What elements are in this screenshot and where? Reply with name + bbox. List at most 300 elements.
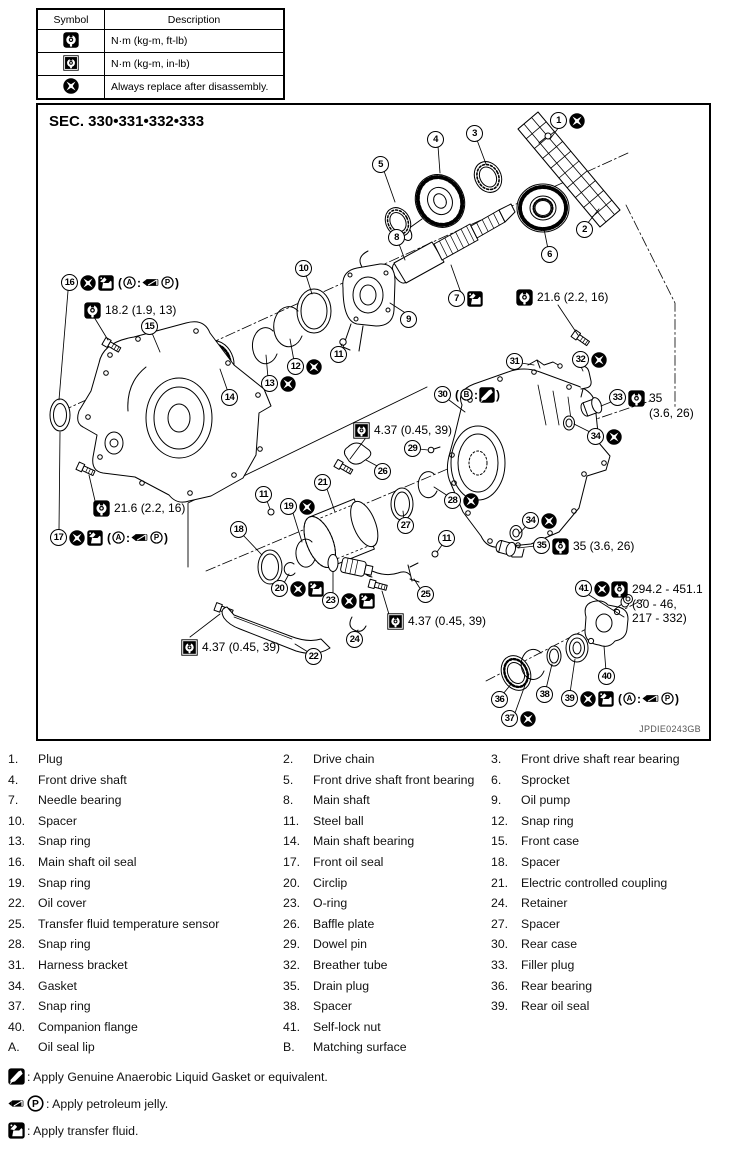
parts-list-item: [0, 1020, 283, 1041]
part-name: Gasket: [38, 978, 77, 993]
svg-text:P: P: [32, 1098, 39, 1110]
parts-list-item: [0, 896, 283, 917]
callout-12: [287, 358, 322, 375]
part-number: 36.: [491, 978, 509, 993]
torque-ftlb-icon: [611, 581, 628, 598]
part-name: Baffle plate: [313, 916, 375, 931]
paren-open: (: [455, 387, 459, 402]
torque-value: [649, 390, 694, 420]
svg-text:A: A: [115, 533, 122, 543]
part-number: 39.: [491, 999, 509, 1014]
callout-31: [506, 353, 523, 370]
callout-number: 4: [427, 131, 444, 148]
callout-41: [575, 580, 610, 597]
callout-number: 34: [587, 428, 604, 445]
transfer-fluid-icon: [8, 1122, 25, 1139]
replace-icon: [594, 581, 610, 597]
torque-label: [353, 422, 452, 439]
part-name: Spacer: [521, 854, 560, 869]
legend-header-description: Description: [105, 9, 285, 30]
torque-label: [516, 289, 608, 306]
parts-list-item: [0, 917, 283, 938]
transfer-fluid-icon: [598, 691, 614, 707]
parts-list-item: [0, 1040, 283, 1061]
callout-number: 11: [255, 486, 272, 503]
callout-number: 18: [230, 521, 247, 538]
replace-icon: [606, 429, 622, 445]
part-number: 15.: [491, 834, 509, 849]
apply-reference: [107, 531, 168, 545]
part-name: O-ring: [313, 896, 348, 911]
torque-inlb-icon: [181, 639, 198, 656]
callout-number: 15: [141, 318, 158, 335]
callout-27: [397, 517, 414, 534]
torque-label: [628, 390, 694, 420]
part-number: 26.: [283, 916, 301, 931]
part-name: Companion flange: [38, 1019, 138, 1034]
part-name: Front drive shaft rear bearing: [521, 752, 680, 766]
torque-value: [573, 538, 634, 554]
callout-18: [230, 521, 247, 538]
callout-number: 31: [506, 353, 523, 370]
torque-value-line: 4.37 (0.45, 39): [408, 614, 487, 628]
figure-code: JPDIE0243GB: [639, 724, 701, 734]
parts-list-item: [491, 1020, 737, 1041]
part-name: Retainer: [521, 896, 568, 911]
part-number: 22.: [8, 896, 26, 911]
parts-list-item: [283, 834, 491, 855]
a-circle-icon: [623, 692, 636, 705]
callout-number: 25: [417, 586, 434, 603]
replace-icon: [299, 499, 315, 515]
part-number: 8.: [283, 793, 294, 808]
svg-text:A: A: [126, 278, 133, 288]
part-name: Steel ball: [313, 813, 364, 828]
torque-ftlb-icon: [628, 390, 645, 407]
paren-open: (: [118, 275, 122, 290]
callout-number: 24: [346, 631, 363, 648]
callout-7: [448, 290, 483, 307]
part-number: 35.: [283, 978, 301, 993]
part-name: Drain plug: [313, 978, 370, 993]
part-number: 12.: [491, 813, 509, 828]
part-name: Spacer: [521, 916, 560, 931]
svg-text:P: P: [153, 533, 160, 543]
parts-list-item: [283, 896, 491, 917]
callout-37: [501, 710, 536, 727]
callout-number: 27: [397, 517, 414, 534]
parts-list-item: [491, 814, 737, 835]
part-number: 25.: [8, 916, 26, 931]
part-number: 16.: [8, 854, 26, 869]
torque-value-line: 35 (3.6, 26): [573, 539, 635, 553]
callout-number: 22: [305, 648, 322, 665]
paren-close: ): [496, 387, 500, 402]
paren-close: ): [164, 530, 168, 545]
parts-list-item: [0, 855, 283, 876]
grease-icon: [642, 694, 660, 703]
part-name: Circlip: [313, 875, 348, 890]
callout-number: 28: [444, 492, 461, 509]
part-name: Harness bracket: [38, 957, 128, 972]
torque-value-line: 217 - 332): [632, 611, 687, 625]
parts-list-item: [491, 896, 737, 917]
parts-list-item: [0, 876, 283, 897]
callout-number: 20: [271, 580, 288, 597]
callout-5: [372, 156, 389, 173]
parts-list-item: [0, 773, 283, 794]
callout-number: 2: [576, 221, 593, 238]
replace-icon: [569, 113, 585, 129]
part-number: 37.: [8, 999, 26, 1014]
torque-value: [537, 289, 608, 305]
callout-number: 30: [434, 386, 451, 403]
replace-icon: [541, 513, 557, 529]
torque-value: [408, 613, 486, 629]
callout-38: [536, 686, 553, 703]
part-number: 32.: [283, 957, 301, 972]
part-name: Oil cover: [38, 896, 87, 911]
torque-ftlb-icon: [552, 538, 569, 555]
transfer-fluid-icon: [87, 530, 103, 546]
parts-list-item: [0, 814, 283, 835]
callout-28: [444, 492, 479, 509]
parts-list-item: [283, 958, 491, 979]
parts-list-item: [283, 793, 491, 814]
section-title: SEC. 330•331•332•333: [49, 113, 205, 130]
part-number: 33.: [491, 957, 509, 972]
parts-list-item: [491, 937, 737, 958]
callout-32: [572, 351, 607, 368]
part-number: 18.: [491, 854, 509, 869]
callout-21: [314, 474, 331, 491]
callout-23: [322, 592, 375, 609]
paren-close: ): [675, 691, 679, 706]
part-name: Oil seal lip: [38, 1040, 95, 1055]
a-circle-icon: [123, 276, 136, 289]
part-number: 27.: [491, 916, 509, 931]
part-name: Spacer: [313, 999, 352, 1014]
part-number: 23.: [283, 896, 301, 911]
callout-8: [388, 229, 405, 246]
callout-number: 14: [221, 389, 238, 406]
part-name: Front drive shaft: [38, 772, 127, 787]
part-number: 20.: [283, 875, 301, 890]
p-circle-icon: [27, 1095, 44, 1112]
callout-11: [438, 530, 455, 547]
part-number: 5.: [283, 772, 294, 787]
note-line: [8, 1095, 328, 1112]
transfer-fluid-icon: [467, 291, 483, 307]
torque-value-line: (30 - 46,: [632, 596, 677, 611]
legend-description: Always replace after disassembly.: [105, 76, 285, 100]
callout-number: 37: [501, 710, 518, 727]
part-name: Transfer fluid temperature sensor: [38, 916, 220, 931]
part-number: 24.: [491, 896, 509, 911]
parts-list: [0, 752, 737, 1061]
part-name: Main shaft: [313, 793, 370, 808]
part-name: Dowel pin: [313, 937, 367, 952]
torque-value-line: 21.6 (2.2, 16): [537, 290, 609, 304]
callout-number: 36: [491, 691, 508, 708]
a-circle-icon: [112, 531, 125, 544]
part-name: Matching surface: [313, 1040, 407, 1055]
part-number: 3.: [491, 752, 502, 766]
callout-number: 40: [598, 668, 615, 685]
replace-icon: [580, 691, 596, 707]
part-name: Sprocket: [521, 772, 570, 787]
callout-number: 11: [438, 530, 455, 547]
colon: :: [474, 387, 478, 402]
torque-value-line: 294.2 - 451.1: [632, 582, 703, 596]
callout-25: [417, 586, 434, 603]
callout-35: [533, 537, 550, 554]
torque-label: [84, 302, 176, 319]
part-number: 34.: [8, 978, 26, 993]
p-circle-icon: [150, 531, 163, 544]
callout-17: [50, 529, 168, 546]
part-number: 31.: [8, 957, 26, 972]
callout-number: 39: [561, 690, 578, 707]
svg-text:P: P: [664, 694, 671, 704]
part-name: Front case: [521, 834, 580, 849]
svg-text:B: B: [463, 390, 470, 400]
parts-list-item: [0, 958, 283, 979]
legend-row: [37, 30, 284, 53]
callout-overlay: [38, 105, 709, 739]
callout-number: 29: [404, 440, 421, 457]
callout-16: [61, 274, 179, 291]
torque-label: [611, 581, 703, 626]
callout-number: 41: [575, 580, 592, 597]
parts-list-item: [0, 834, 283, 855]
liquid-gasket-icon: [479, 387, 495, 403]
part-number: 10.: [8, 813, 26, 828]
parts-list-item: [0, 793, 283, 814]
callout-36: [491, 691, 508, 708]
legend-description: N·m (kg-m, ft-lb): [105, 30, 285, 53]
part-number: 9.: [491, 793, 502, 808]
callout-3: [466, 125, 483, 142]
parts-list-item: [0, 752, 283, 773]
apply-reference: [455, 387, 500, 403]
callout-number: 6: [541, 246, 558, 263]
colon: :: [637, 691, 641, 706]
replace-icon: [341, 593, 357, 609]
part-name: Snap ring: [521, 813, 574, 828]
legend-header-symbol: Symbol: [37, 9, 105, 30]
part-number: 29.: [283, 937, 301, 952]
callout-number: 16: [61, 274, 78, 291]
note-line: [8, 1068, 328, 1085]
part-number: 4.: [8, 772, 19, 787]
torque-value-line: 21.6 (2.2, 16): [114, 501, 186, 515]
callout-30: [434, 386, 500, 403]
torque-inlb-icon: [387, 613, 404, 630]
callout-26: [374, 463, 391, 480]
callout-number: 23: [322, 592, 339, 609]
transfer-fluid-icon: [98, 275, 114, 291]
callout-4: [427, 131, 444, 148]
callout-14: [221, 389, 238, 406]
parts-list-item: [491, 958, 737, 979]
parts-list-item: [283, 855, 491, 876]
callout-number: 26: [374, 463, 391, 480]
part-name: Snap ring: [38, 999, 91, 1014]
callout-13: [261, 375, 296, 392]
liquid-gasket-icon: [8, 1068, 25, 1085]
part-name: Snap ring: [38, 834, 91, 849]
part-name: Oil pump: [521, 793, 571, 808]
callout-number: 33: [609, 389, 626, 406]
parts-list-item: [491, 793, 737, 814]
torque-value: [632, 581, 703, 626]
callout-24: [346, 631, 363, 648]
part-number: A.: [8, 1040, 20, 1055]
callout-11: [255, 486, 272, 503]
parts-list-item: [283, 876, 491, 897]
part-number: 17.: [283, 854, 301, 869]
parts-list-item: [283, 752, 491, 773]
p-circle-icon: [161, 276, 174, 289]
part-number: 2.: [283, 752, 294, 766]
part-name: Rear bearing: [521, 978, 593, 993]
callout-11: [330, 346, 347, 363]
note-line: [8, 1122, 328, 1139]
torque-value-line: 18.2 (1.9, 13): [105, 303, 177, 317]
parts-list-item: [491, 917, 737, 938]
part-name: Rear oil seal: [521, 999, 590, 1014]
parts-list-item: [283, 814, 491, 835]
part-name: Main shaft bearing: [313, 834, 415, 849]
callout-number: 12: [287, 358, 304, 375]
callout-29: [404, 440, 421, 457]
callout-number: 17: [50, 529, 67, 546]
replace-icon: [306, 359, 322, 375]
torque-label: [387, 613, 486, 630]
note-text: : Apply transfer fluid.: [27, 1123, 139, 1138]
replace-icon: [591, 352, 607, 368]
part-name: Plug: [38, 752, 63, 766]
footnotes: [8, 1068, 328, 1139]
part-number: 40.: [8, 1019, 26, 1034]
parts-list-item: [0, 999, 283, 1020]
callout-2: [576, 221, 593, 238]
colon: :: [137, 275, 141, 290]
callout-number: 9: [400, 311, 417, 328]
part-number: B.: [283, 1040, 295, 1055]
callout-number: 21: [314, 474, 331, 491]
replace-icon: [280, 376, 296, 392]
callout-number: 10: [295, 260, 312, 277]
torque-label: [93, 500, 185, 517]
parts-list-item: [491, 979, 737, 1000]
replace-icon: [463, 493, 479, 509]
part-number: 11.: [283, 813, 300, 828]
paren-close: ): [175, 275, 179, 290]
b-circle-icon: [460, 388, 473, 401]
part-name: Filler plug: [521, 957, 575, 972]
part-number: 7.: [8, 793, 19, 808]
part-name: Snap ring: [38, 937, 91, 952]
callout-number: 13: [261, 375, 278, 392]
callout-number: 35: [533, 537, 550, 554]
part-number: 1.: [8, 752, 19, 766]
torque-value: [374, 422, 452, 438]
part-name: Drive chain: [313, 752, 375, 766]
callout-10: [295, 260, 312, 277]
part-name: Electric controlled coupling: [521, 875, 668, 890]
torque-value-line: 4.37 (0.45, 39): [202, 640, 281, 654]
parts-list-item: [283, 999, 491, 1020]
transfer-fluid-icon: [359, 593, 375, 609]
part-number: 21.: [491, 875, 509, 890]
svg-text:P: P: [164, 278, 171, 288]
callout-number: 8: [388, 229, 405, 246]
part-name: Spacer: [38, 813, 77, 828]
torque-ftlb-icon: [516, 289, 533, 306]
callout-34: [522, 512, 557, 529]
part-name: Front oil seal: [313, 854, 384, 869]
p-circle-icon: [661, 692, 674, 705]
callout-number: 7: [448, 290, 465, 307]
parts-list-item: [283, 979, 491, 1000]
torque-value-line: (3.6, 26): [649, 405, 694, 420]
apply-reference: [118, 276, 179, 290]
part-name: Snap ring: [38, 875, 91, 890]
apply-reference: [618, 692, 679, 706]
torque-ftlb-icon: [84, 302, 101, 319]
callout-20: [271, 580, 324, 597]
parts-list-item: [491, 855, 737, 876]
paren-open: (: [107, 530, 111, 545]
callout-number: 38: [536, 686, 553, 703]
callout-number: 1: [550, 112, 567, 129]
parts-list-item: [0, 937, 283, 958]
callout-39: [561, 690, 679, 707]
symbol-legend-table: [36, 8, 285, 100]
part-number: 19.: [8, 875, 26, 890]
callout-number: 32: [572, 351, 589, 368]
callout-9: [400, 311, 417, 328]
parts-list-item: [491, 1040, 737, 1061]
legend-row: [37, 76, 284, 100]
parts-list-item: [283, 1020, 491, 1041]
part-name: Rear case: [521, 937, 578, 952]
replace-icon: [69, 530, 85, 546]
torque-inlb-icon: [63, 55, 79, 71]
paren-open: (: [618, 691, 622, 706]
part-name: Front drive shaft front bearing: [313, 772, 475, 787]
torque-value: [114, 500, 185, 516]
torque-label: [552, 538, 634, 555]
part-number: 28.: [8, 937, 26, 952]
callout-number: 34: [522, 512, 539, 529]
part-name: Self-lock nut: [313, 1019, 381, 1034]
callout-40: [598, 668, 615, 685]
parts-list-item: [283, 937, 491, 958]
part-name: Needle bearing: [38, 793, 122, 808]
part-name: Main shaft oil seal: [38, 854, 137, 869]
parts-list-item: [491, 752, 737, 773]
torque-ftlb-icon: [93, 500, 110, 517]
torque-value-line: 4.37 (0.45, 39): [374, 423, 453, 437]
colon: :: [126, 530, 130, 545]
callout-number: 3: [466, 125, 483, 142]
part-number: 41.: [283, 1019, 301, 1034]
replace-icon: [290, 581, 306, 597]
torque-label: [181, 639, 280, 656]
